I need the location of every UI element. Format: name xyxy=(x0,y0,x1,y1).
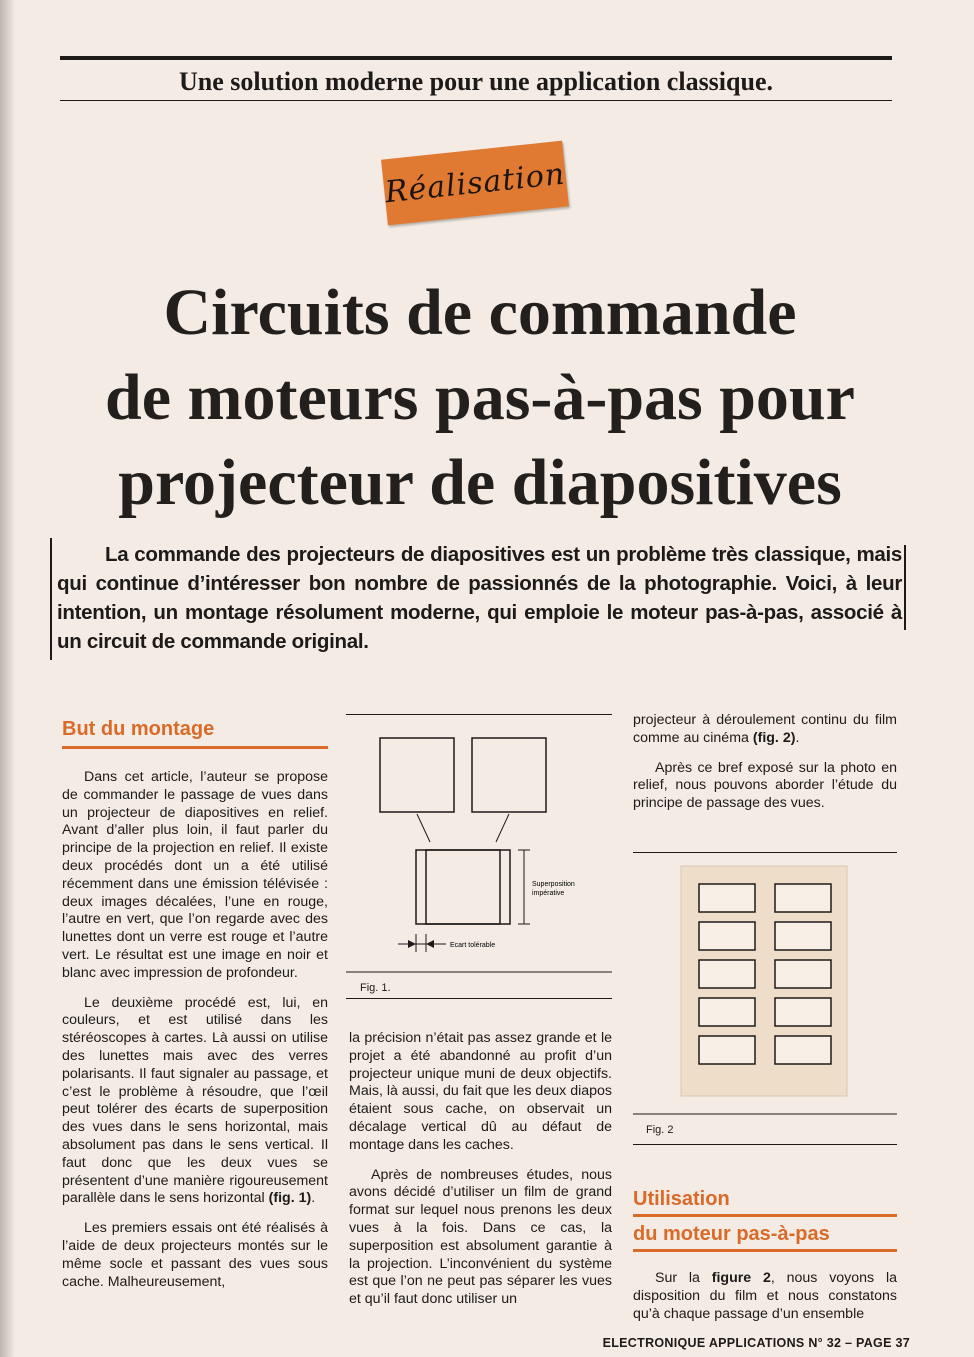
paragraph xyxy=(62,995,328,1209)
rubric-label: Réalisation xyxy=(383,156,567,210)
figure-2-top-rule xyxy=(633,852,897,853)
section-underline xyxy=(633,1249,897,1252)
text-run: . xyxy=(795,729,800,746)
title-line-3: projecteur de diapositives xyxy=(118,446,842,519)
column-3-top xyxy=(633,712,897,813)
arrow-head-right xyxy=(408,940,416,948)
top-rule-thin xyxy=(60,100,892,101)
paragraph: Après de nombreuses études, nous avons décidé d’utiliser un film de grand format sur lequel nous prenons les deux vues à la fois. Dans ce cas, la superposition est absolument garantie à la projection. L’inconvénient du système est que l’on ne peut pas séparer les vues et qu’il faut donc utiliser un xyxy=(349,1166,612,1308)
paragraph xyxy=(633,1270,897,1323)
section-heading-utilisation-2: du moteur pas-à-pas xyxy=(633,1223,830,1245)
lead-bar-right xyxy=(904,545,906,630)
section-heading-utilisation-1: Utilisation xyxy=(633,1188,730,1210)
text-run: . xyxy=(311,1190,316,1207)
rubric-badge xyxy=(381,141,569,226)
article-title xyxy=(40,270,920,525)
figure-reference: (fig. 1) xyxy=(268,1190,312,1207)
figure-1-bottom-rule xyxy=(346,998,612,999)
frame xyxy=(699,998,755,1026)
frame xyxy=(775,1036,831,1064)
label-ecart: Ecart tolérable xyxy=(450,942,496,949)
kicker: Une solution moderne pour une application classique. xyxy=(178,67,773,96)
column-3-bottom xyxy=(633,1186,897,1323)
label-superposition-1: Superposition xyxy=(532,881,575,888)
frame xyxy=(775,884,831,912)
paragraph: Après ce bref exposé sur la photo en relief, nous pouvons aborder l’étude du principe de passage des vues. xyxy=(633,759,897,812)
superposed-slide-a xyxy=(416,850,500,924)
paragraph: Dans cet article, l’auteur se propose de commander le passage de vues dans un projecteur de diapositives en relief. Avant d’aller plus loin, il faut parler du principe de la projection en relief. Il existe deux procédés dont un a été utilisé récemment dans une émission télévisée : deux images décalées, l’une en rouge, l’autre en vert, que l’on regarde avec des lunettes dont un verre est rouge et l’autre vert. Le résultat est une image en noir et blanc avec impression de profondeur. xyxy=(62,769,328,981)
section-underline xyxy=(62,746,328,749)
frame xyxy=(775,922,831,950)
page-footer: ELECTRONIQUE APPLICATIONS N° 32 – PAGE 37 xyxy=(602,1336,910,1350)
frame xyxy=(775,960,831,988)
paragraph xyxy=(633,712,897,748)
figure-2 xyxy=(633,858,897,1118)
frame xyxy=(699,884,755,912)
text-run: projecteur à déroulement continu du film comme au cinéma xyxy=(633,712,897,746)
text-run: Sur la xyxy=(655,1270,700,1286)
figure-2-caption: Fig. 2 xyxy=(646,1124,674,1136)
lead-bar-left xyxy=(50,538,52,660)
frame xyxy=(699,1036,755,1064)
title-line-2: de moteurs pas-à-pas pour xyxy=(105,361,855,434)
figure-reference: figure 2 xyxy=(711,1270,771,1286)
column-2 xyxy=(349,1030,612,1309)
paragraph: la précision n’était pas assez grande et le projet a été abandonné au profit d’un projecteur unique muni de deux objectifs. Mais, là aussi, du fait que les deux diapos étaient sous cache, on observait un décalage vertical dû au défaut de montage dans les caches. xyxy=(349,1030,612,1153)
frame xyxy=(775,998,831,1026)
figure-1-caption: Fig. 1. xyxy=(360,982,391,994)
convergence-line-right xyxy=(496,814,509,842)
label-superposition-2: impérative xyxy=(532,890,565,897)
figure-2-bottom-rule xyxy=(633,1144,897,1145)
figure-1 xyxy=(346,720,612,976)
title-line-1: Circuits de commande xyxy=(163,276,797,349)
column-1 xyxy=(62,716,328,1291)
frame xyxy=(699,922,755,950)
frame xyxy=(699,960,755,988)
section-heading-but: But du montage xyxy=(62,718,215,740)
arrow-head-left xyxy=(426,940,434,948)
paragraph: Les premiers essais ont été réalisés à l’aide de deux projecteurs montés sur le même socle et passant des vues sous cache. Malheureusement, xyxy=(62,1220,328,1290)
lead-paragraph: La commande des projecteurs de diapositives est un problème très classique, mais qui continue d’intéresser bon nombre de passionnés de la photographie. Voici, à leur intention, un montage résolument moderne, qui emploie le moteur pas-à-pas, associé à un circuit de commande original. xyxy=(57,543,902,653)
section-underline xyxy=(633,1214,897,1217)
top-rule-thick xyxy=(60,56,892,60)
page-binding-shadow xyxy=(0,0,14,1357)
figure-reference: (fig. 2) xyxy=(752,729,796,746)
text-run: , nous voyons la disposition du film et nous constatons qu’à chaque passage d’un ensemble xyxy=(633,1270,898,1322)
text-run: Le deuxième procédé est, lui, en couleurs, et est utilisé dans les stéréoscopes à cartes. Là aussi on utilise des lunettes mais avec des verres polarisants. Il faut signaler au passage, et c’est le problème à résoudre, que l’œil peut tolérer des écarts de superposition des vues dans le sens horizontal, mais absolument pas dans le sens vertical. Il faut donc que les deux vues se présentent d’une manière rigoureusement parallèle dans le sens horizontal xyxy=(62,994,328,1207)
column-2-top-rule xyxy=(346,714,612,715)
superposed-slide-b xyxy=(426,850,510,924)
slide-left xyxy=(380,738,454,812)
slide-right xyxy=(472,738,546,812)
convergence-line-left xyxy=(417,814,430,842)
